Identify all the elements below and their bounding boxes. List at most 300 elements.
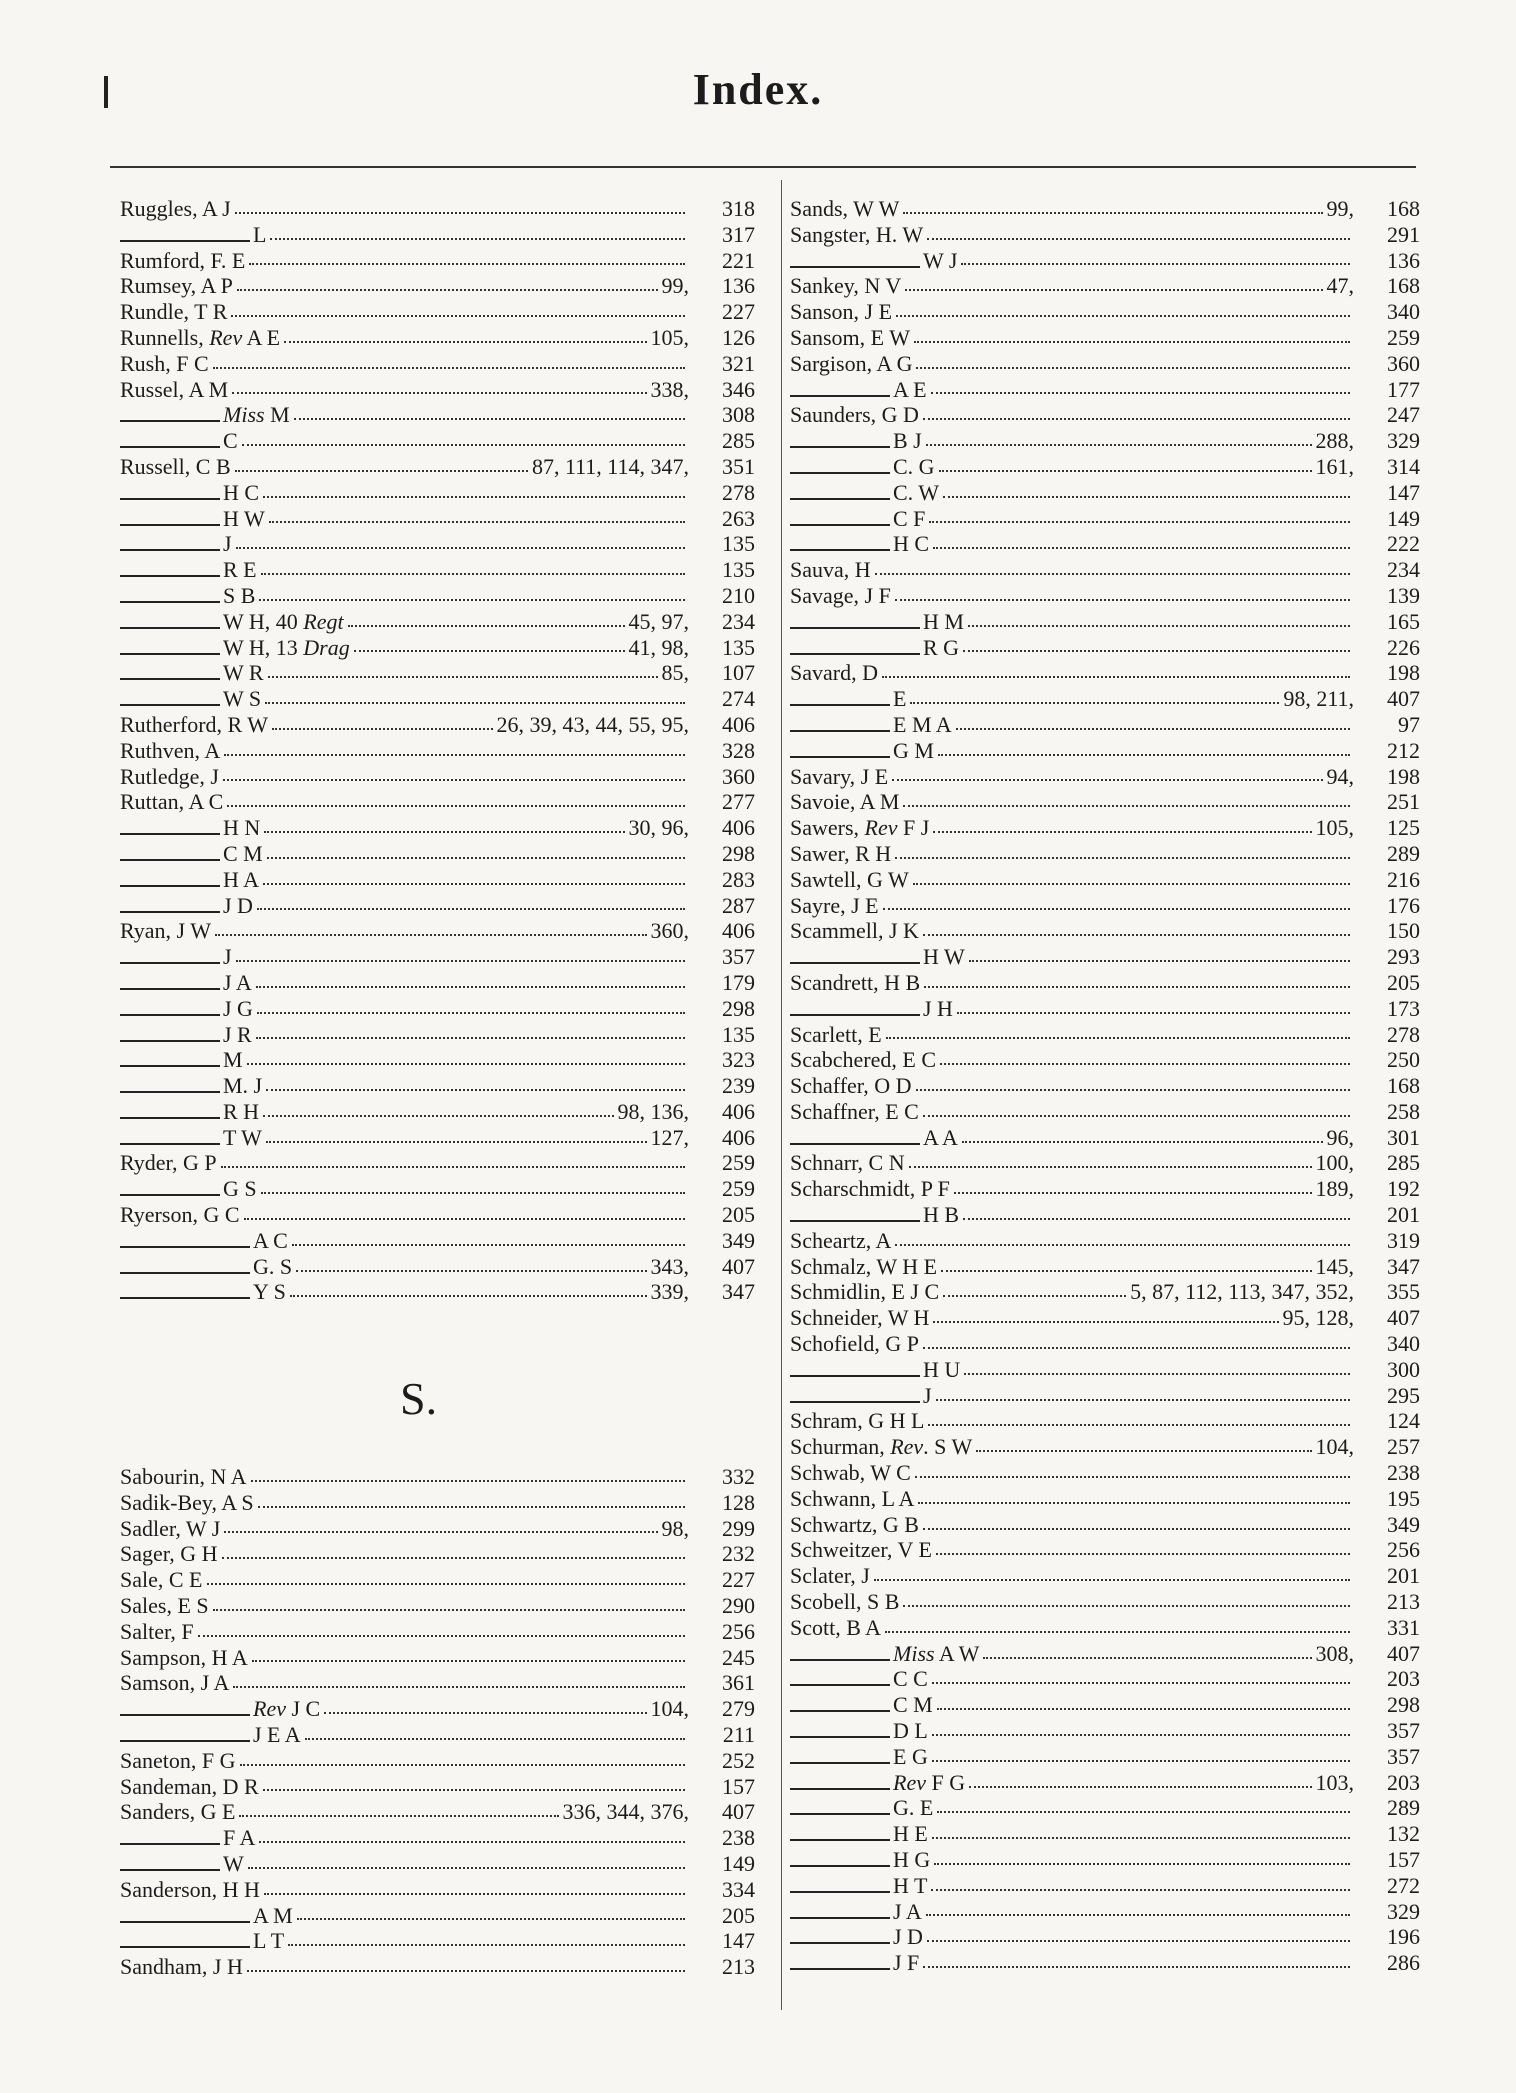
entry-page: 289 bbox=[1387, 840, 1420, 866]
entry-page: 406 bbox=[722, 815, 755, 841]
index-entry bbox=[120, 351, 755, 377]
entry-page: 165 bbox=[1387, 608, 1420, 634]
index-entry bbox=[120, 1279, 755, 1305]
entry-name: Runnells, Rev A E bbox=[120, 324, 281, 350]
leader-dots bbox=[918, 1502, 1350, 1504]
entry-name: M bbox=[223, 1047, 243, 1073]
ditto-dash bbox=[790, 1865, 890, 1867]
entry-page: 139 bbox=[1387, 582, 1420, 608]
index-entry bbox=[790, 196, 1420, 222]
entry-name: H C bbox=[893, 531, 930, 557]
leader-dots bbox=[256, 1037, 685, 1039]
entry-page: 406 bbox=[722, 918, 755, 944]
leader-dots bbox=[969, 1786, 1311, 1788]
entry-name: J R bbox=[223, 1021, 252, 1047]
index-entry bbox=[120, 1696, 755, 1722]
entry-page: 239 bbox=[722, 1073, 755, 1099]
leader-dots bbox=[933, 1321, 1278, 1323]
leader-dots bbox=[266, 1089, 685, 1091]
ditto-dash bbox=[120, 601, 220, 603]
entry-name: Scandrett, H B bbox=[790, 969, 921, 995]
leader-dots bbox=[248, 1867, 685, 1869]
entry-name: Sabourin, N A bbox=[120, 1464, 247, 1489]
ditto-dash bbox=[790, 1917, 890, 1919]
ditto-dash bbox=[790, 1143, 920, 1145]
index-entry bbox=[790, 1924, 1420, 1950]
leader-dots bbox=[235, 470, 528, 472]
entry-name: Sclater, J bbox=[790, 1563, 870, 1589]
ditto-dash bbox=[120, 1297, 250, 1299]
leader-dots bbox=[932, 1837, 1350, 1839]
index-entry bbox=[790, 893, 1420, 919]
leader-dots bbox=[939, 470, 1312, 472]
entry-name: C M bbox=[893, 1692, 933, 1718]
ditto-dash bbox=[120, 1272, 250, 1274]
entry-page: 97 bbox=[1398, 711, 1420, 737]
index-entry bbox=[120, 325, 755, 351]
entry-page: 250 bbox=[1387, 1047, 1420, 1073]
index-entry bbox=[120, 1099, 755, 1125]
ditto-dash bbox=[120, 653, 220, 655]
entry-page: 340 bbox=[1387, 299, 1420, 325]
index-entry bbox=[120, 1073, 755, 1099]
entry-page: 349 bbox=[722, 1227, 755, 1253]
leader-dots bbox=[937, 1708, 1350, 1710]
ditto-dash bbox=[120, 833, 220, 835]
leader-dots bbox=[305, 1738, 685, 1740]
entry-page: 321 bbox=[722, 350, 755, 376]
entry-name: Ruthven, A bbox=[120, 737, 221, 763]
entry-page: 259 bbox=[1387, 324, 1420, 350]
entry-name: Schnarr, C N bbox=[790, 1150, 905, 1176]
entry-name: G S bbox=[223, 1176, 257, 1202]
index-entry bbox=[120, 1464, 755, 1490]
leader-dots bbox=[923, 1115, 1350, 1117]
leader-dots bbox=[928, 1424, 1350, 1426]
entry-name: J bbox=[223, 531, 232, 557]
leader-dots bbox=[932, 1734, 1350, 1736]
leader-dots bbox=[247, 1063, 685, 1065]
ditto-dash bbox=[120, 1040, 220, 1042]
index-entry bbox=[790, 1873, 1420, 1899]
leader-dots bbox=[231, 315, 685, 317]
ditto-dash bbox=[790, 1401, 920, 1403]
ditto-dash bbox=[120, 704, 220, 706]
entry-page: 279 bbox=[722, 1696, 755, 1722]
entry-name: Sawer, R H bbox=[790, 840, 892, 866]
entry-name: Savage, J F bbox=[790, 582, 891, 608]
entry-name: Sangster, H. W bbox=[790, 221, 924, 247]
ditto-dash bbox=[790, 1684, 890, 1686]
entry-name: Scobell, S B bbox=[790, 1589, 900, 1615]
entry-refs: 41, 98, bbox=[628, 634, 689, 660]
leader-dots bbox=[886, 1037, 1350, 1039]
entry-name: G. E bbox=[893, 1795, 934, 1821]
entry-page: 234 bbox=[1387, 557, 1420, 583]
leader-dots bbox=[961, 263, 1350, 265]
entry-name: C C bbox=[893, 1666, 928, 1692]
index-entry bbox=[120, 764, 755, 790]
entry-page: 135 bbox=[722, 531, 755, 557]
entry-page: 203 bbox=[1387, 1666, 1420, 1692]
entry-refs: 189, bbox=[1315, 1176, 1354, 1202]
leader-dots bbox=[288, 1944, 685, 1946]
index-entry bbox=[790, 428, 1420, 454]
ditto-dash bbox=[790, 266, 920, 268]
index-entry bbox=[790, 1202, 1420, 1228]
entry-name: Ryan, J W bbox=[120, 918, 211, 944]
index-entry bbox=[790, 454, 1420, 480]
entry-refs: 308, bbox=[1315, 1640, 1354, 1666]
leader-dots bbox=[263, 496, 685, 498]
index-entry bbox=[120, 428, 755, 454]
entry-name: Sager, G H bbox=[120, 1541, 218, 1567]
ditto-dash bbox=[120, 1091, 220, 1093]
index-entry bbox=[120, 1176, 755, 1202]
entry-name: Sawtell, G W bbox=[790, 866, 909, 892]
entry-page: 168 bbox=[1387, 1073, 1420, 1099]
leader-dots bbox=[251, 1480, 686, 1482]
index-entry bbox=[120, 867, 755, 893]
ditto-dash bbox=[120, 446, 220, 448]
entry-name: Scarlett, E bbox=[790, 1021, 882, 1047]
index-column-right bbox=[790, 196, 1420, 1976]
leader-dots bbox=[227, 805, 685, 807]
column-divider bbox=[781, 180, 782, 2010]
index-entry bbox=[120, 1825, 755, 1851]
leader-dots bbox=[926, 444, 1312, 446]
entry-page: 259 bbox=[722, 1176, 755, 1202]
entry-page: 179 bbox=[722, 969, 755, 995]
entry-page: 274 bbox=[722, 686, 755, 712]
index-entry bbox=[790, 1486, 1420, 1512]
ditto-dash bbox=[790, 1736, 890, 1738]
entry-name: Schaffner, E C bbox=[790, 1098, 919, 1124]
entry-page: 346 bbox=[722, 376, 755, 402]
index-entry bbox=[790, 686, 1420, 712]
leader-dots bbox=[249, 263, 685, 265]
entry-page: 173 bbox=[1387, 995, 1420, 1021]
leader-dots bbox=[895, 599, 1350, 601]
entry-name: Sayre, J E bbox=[790, 892, 879, 918]
ditto-dash bbox=[790, 1968, 890, 1970]
entry-name: H B bbox=[923, 1202, 960, 1228]
entry-page: 278 bbox=[722, 479, 755, 505]
ditto-dash bbox=[120, 1065, 220, 1067]
entry-name: Sadler, W J bbox=[120, 1515, 221, 1541]
entry-name: Schwann, L A bbox=[790, 1485, 915, 1511]
index-entry bbox=[790, 1047, 1420, 1073]
index-entry bbox=[790, 1537, 1420, 1563]
leader-dots bbox=[968, 625, 1350, 627]
leader-dots bbox=[224, 754, 685, 756]
leader-dots bbox=[270, 238, 685, 240]
section-heading-s: S. bbox=[400, 1373, 438, 1424]
entry-page: 205 bbox=[1387, 969, 1420, 995]
leader-dots bbox=[213, 367, 685, 369]
entry-page: 234 bbox=[722, 608, 755, 634]
index-entry bbox=[790, 506, 1420, 532]
ditto-dash bbox=[120, 549, 220, 551]
index-entry bbox=[120, 1593, 755, 1619]
leader-dots bbox=[927, 1940, 1350, 1942]
index-entry bbox=[120, 996, 755, 1022]
entry-name: A E bbox=[893, 376, 927, 402]
index-entry bbox=[120, 1877, 755, 1903]
leader-dots bbox=[932, 1682, 1350, 1684]
leader-dots bbox=[232, 392, 646, 394]
leader-dots bbox=[936, 1553, 1350, 1555]
index-entry bbox=[790, 1899, 1420, 1925]
index-entry bbox=[120, 1670, 755, 1696]
index-entry bbox=[790, 1666, 1420, 1692]
entry-name: W J bbox=[923, 247, 958, 273]
entry-name: A A bbox=[923, 1124, 958, 1150]
leader-dots bbox=[940, 1063, 1350, 1065]
leader-dots bbox=[265, 702, 685, 704]
entry-page: 201 bbox=[1387, 1563, 1420, 1589]
ditto-dash bbox=[790, 704, 890, 706]
entry-page: 203 bbox=[1387, 1769, 1420, 1795]
entry-name: Samson, J A bbox=[120, 1670, 230, 1696]
leader-dots bbox=[924, 986, 1350, 988]
ditto-dash bbox=[120, 911, 220, 913]
leader-dots bbox=[914, 341, 1350, 343]
entry-page: 238 bbox=[722, 1825, 755, 1851]
leader-dots bbox=[964, 1373, 1350, 1375]
leader-dots bbox=[923, 1347, 1350, 1349]
leader-dots bbox=[903, 1605, 1350, 1607]
leader-dots bbox=[233, 1686, 685, 1688]
leader-dots bbox=[221, 1166, 685, 1168]
ditto-dash bbox=[790, 1710, 890, 1712]
ditto-dash bbox=[120, 1869, 220, 1871]
index-entry bbox=[120, 1567, 755, 1593]
ditto-dash bbox=[790, 1375, 920, 1377]
entry-page: 205 bbox=[722, 1902, 755, 1928]
entry-name: L T bbox=[253, 1928, 285, 1954]
entry-name: Schurman, Rev. S W bbox=[790, 1434, 973, 1460]
ditto-dash bbox=[790, 756, 890, 758]
entry-page: 317 bbox=[722, 221, 755, 247]
entry-page: 287 bbox=[722, 892, 755, 918]
index-entry bbox=[120, 944, 755, 970]
entry-name: J A bbox=[223, 969, 252, 995]
entry-page: 319 bbox=[1387, 1227, 1420, 1253]
index-entry bbox=[790, 996, 1420, 1022]
leader-dots bbox=[264, 831, 624, 833]
index-entry bbox=[120, 1774, 755, 1800]
index-entry bbox=[120, 1150, 755, 1176]
leader-dots bbox=[983, 1657, 1311, 1659]
ditto-dash bbox=[120, 988, 220, 990]
entry-name: Y S bbox=[253, 1279, 286, 1305]
entry-name: S B bbox=[223, 582, 256, 608]
leader-dots bbox=[934, 1863, 1350, 1865]
index-entry bbox=[790, 1795, 1420, 1821]
entry-name: Sansom, E W bbox=[790, 324, 910, 350]
index-entry bbox=[120, 1645, 755, 1671]
index-entry bbox=[790, 1331, 1420, 1357]
entry-page: 347 bbox=[722, 1279, 755, 1305]
entry-page: 329 bbox=[1387, 428, 1420, 454]
leader-dots bbox=[236, 547, 685, 549]
entry-name: M. J bbox=[223, 1073, 263, 1099]
index-entry bbox=[790, 351, 1420, 377]
index-entry bbox=[120, 454, 755, 480]
index-entry bbox=[790, 1744, 1420, 1770]
index-entry bbox=[790, 1615, 1420, 1641]
leader-dots bbox=[224, 1531, 657, 1533]
index-entry bbox=[120, 1047, 755, 1073]
entry-page: 135 bbox=[722, 1021, 755, 1047]
ditto-dash bbox=[120, 498, 220, 500]
leader-dots bbox=[910, 702, 1279, 704]
entry-name: Sawers, Rev F J bbox=[790, 815, 930, 841]
leader-dots bbox=[294, 418, 685, 420]
entry-page: 293 bbox=[1387, 944, 1420, 970]
leader-dots bbox=[354, 650, 625, 652]
entry-page: 135 bbox=[722, 557, 755, 583]
entry-name: W bbox=[223, 1850, 244, 1876]
entry-name: Russell, C B bbox=[120, 453, 231, 479]
index-entry bbox=[120, 377, 755, 403]
leader-dots bbox=[266, 1141, 647, 1143]
index-entry bbox=[790, 402, 1420, 428]
index-entry bbox=[790, 789, 1420, 815]
entry-page: 298 bbox=[722, 840, 755, 866]
leader-dots bbox=[263, 883, 685, 885]
entry-name: Rev F G bbox=[893, 1769, 966, 1795]
index-entry bbox=[790, 557, 1420, 583]
entry-name: Russel, A M bbox=[120, 376, 229, 402]
leader-dots bbox=[931, 392, 1350, 394]
entry-page: 360 bbox=[1387, 350, 1420, 376]
entry-name: A M bbox=[253, 1902, 293, 1928]
leader-dots bbox=[896, 315, 1350, 317]
entry-page: 126 bbox=[722, 324, 755, 350]
entry-name: G M bbox=[893, 737, 934, 763]
entry-page: 407 bbox=[722, 1253, 755, 1279]
entry-page: 195 bbox=[1387, 1485, 1420, 1511]
entry-page: 407 bbox=[1387, 686, 1420, 712]
entry-name: Rumford, F. E bbox=[120, 247, 246, 273]
leader-dots bbox=[905, 289, 1322, 291]
index-entry bbox=[790, 1641, 1420, 1667]
leader-dots bbox=[240, 1764, 686, 1766]
leader-dots bbox=[962, 1141, 1323, 1143]
entry-name: D L bbox=[893, 1718, 928, 1744]
index-entry bbox=[790, 1460, 1420, 1486]
entry-name: J H bbox=[923, 995, 953, 1021]
entry-page: 257 bbox=[1387, 1434, 1420, 1460]
entry-name: Savary, J E bbox=[790, 763, 889, 789]
entry-name: H U bbox=[923, 1356, 961, 1382]
index-entry bbox=[790, 1950, 1420, 1976]
ditto-dash bbox=[790, 1891, 890, 1893]
entry-name: Schmalz, W H E bbox=[790, 1253, 938, 1279]
entry-name: Schneider, W H bbox=[790, 1305, 930, 1331]
ditto-dash bbox=[790, 653, 920, 655]
entry-name: C. G bbox=[893, 453, 935, 479]
leader-dots bbox=[913, 883, 1350, 885]
leader-dots bbox=[875, 573, 1350, 575]
entry-name: W H, 40 Regt bbox=[223, 608, 344, 634]
entry-name: Scott, B A bbox=[790, 1614, 882, 1640]
index-entry bbox=[790, 325, 1420, 351]
entry-name: Schram, G H L bbox=[790, 1408, 925, 1434]
entry-page: 168 bbox=[1387, 196, 1420, 221]
entry-refs: 103, bbox=[1315, 1769, 1354, 1795]
entry-name: Savard, D bbox=[790, 660, 878, 686]
ditto-dash bbox=[120, 1946, 250, 1948]
index-entry bbox=[790, 1125, 1420, 1151]
ditto-dash bbox=[790, 730, 890, 732]
index-entry bbox=[120, 1748, 755, 1774]
entry-page: 323 bbox=[722, 1047, 755, 1073]
leader-dots bbox=[927, 238, 1350, 240]
entry-page: 227 bbox=[722, 299, 755, 325]
entry-name: H W bbox=[923, 944, 965, 970]
entry-page: 360 bbox=[722, 763, 755, 789]
index-entry bbox=[120, 1928, 755, 1954]
ditto-dash bbox=[790, 1659, 890, 1661]
leader-dots bbox=[885, 1631, 1350, 1633]
leader-dots bbox=[923, 1966, 1350, 1968]
entry-page: 278 bbox=[1387, 1021, 1420, 1047]
entry-name: J F bbox=[893, 1950, 920, 1976]
ditto-dash bbox=[790, 1813, 890, 1815]
entry-page: 334 bbox=[722, 1876, 755, 1902]
leader-dots bbox=[284, 341, 646, 343]
ditto-dash bbox=[790, 549, 890, 551]
index-entry bbox=[120, 1490, 755, 1516]
entry-page: 328 bbox=[722, 737, 755, 763]
ditto-dash bbox=[120, 1843, 220, 1845]
leader-dots bbox=[290, 1295, 647, 1297]
entry-name: R H bbox=[223, 1098, 260, 1124]
ditto-dash bbox=[790, 472, 890, 474]
entry-page: 232 bbox=[722, 1541, 755, 1567]
entry-page: 295 bbox=[1387, 1382, 1420, 1408]
entry-refs: 100, bbox=[1315, 1150, 1354, 1176]
leader-dots bbox=[272, 728, 492, 730]
entry-refs: 98, bbox=[661, 1515, 689, 1541]
entry-page: 211 bbox=[722, 1721, 755, 1747]
index-entry bbox=[120, 789, 755, 815]
leader-dots bbox=[969, 960, 1350, 962]
entry-page: 299 bbox=[722, 1515, 755, 1541]
index-entry bbox=[120, 712, 755, 738]
entry-name: H M bbox=[923, 608, 964, 634]
entry-page: 245 bbox=[722, 1644, 755, 1670]
entry-page: 177 bbox=[1387, 376, 1420, 402]
index-entry bbox=[790, 712, 1420, 738]
entry-name: Sands, W W bbox=[790, 196, 900, 221]
index-entry bbox=[120, 1516, 755, 1542]
entry-name: Sanders, G E bbox=[120, 1799, 236, 1825]
entry-page: 357 bbox=[1387, 1718, 1420, 1744]
index-entry bbox=[790, 815, 1420, 841]
index-entry bbox=[790, 970, 1420, 996]
leader-dots bbox=[963, 1218, 1350, 1220]
index-entry bbox=[120, 609, 755, 635]
ditto-dash bbox=[120, 1714, 250, 1716]
entry-page: 252 bbox=[722, 1747, 755, 1773]
entry-page: 259 bbox=[722, 1150, 755, 1176]
entry-page: 107 bbox=[722, 660, 755, 686]
entry-page: 318 bbox=[722, 196, 755, 221]
